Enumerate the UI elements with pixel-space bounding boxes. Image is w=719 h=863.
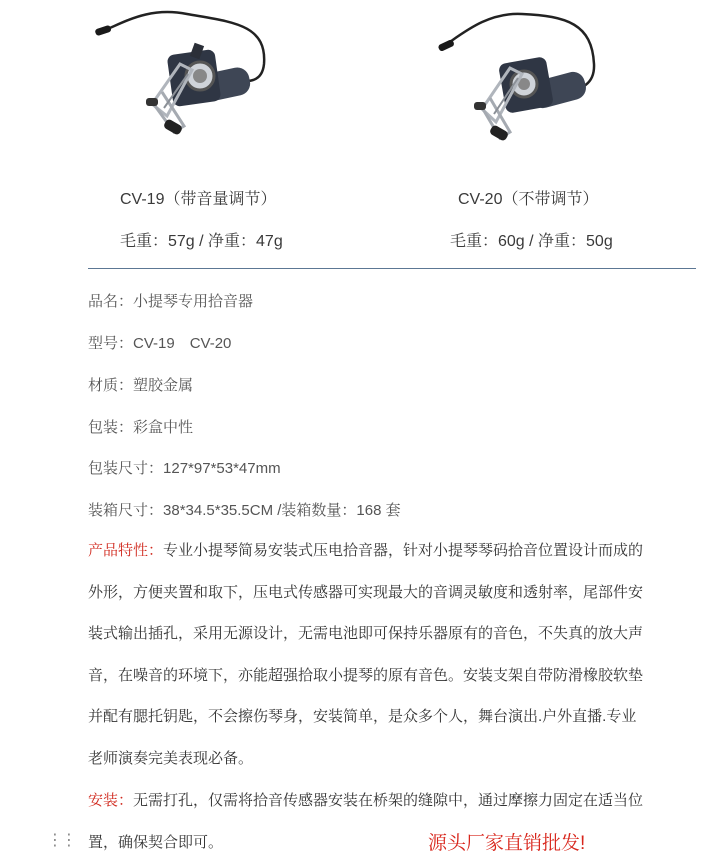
product-weight-cv19: 毛重：57g / 净重：47g — [120, 233, 283, 250]
product-weight-cv20: 毛重：60g / 净重：50g — [450, 233, 613, 250]
spec-row-name: 品名：小提琴专用拾音器 — [88, 293, 254, 310]
spec-row-carton-size: 装箱尺寸：38*34.5*35.5CM /装箱数量：168 套 — [88, 502, 401, 519]
features-label: 产品特性： — [88, 542, 164, 559]
product-image-cv20 — [432, 4, 622, 154]
features-text: 专业小提琴简易安装式压电拾音器，针对小提琴琴码拾音位置设计而成的外形，方便夹置和取下，压电式传感器可实现最大的音调灵敏度和透射率，尾部件安装式输出插孔，采用无源设计，无需电池即可保持乐器原有的音色，不失真的放大声音，在噪音的环境下，亦能超强拾取小提琴的原有音色。安装支架自带防滑橡胶软垫并配有腮托钥匙，不会擦伤琴身，安装简单，是众多个人，舞台演出.户外直播.专业老师演奏完美表现必备。 — [88, 542, 644, 767]
product-name-cv19: CV-19（带音量调节） — [120, 191, 277, 208]
spec-row-packaging: 包装：彩盒中性 — [88, 419, 194, 436]
install-text: 无需打孔，仅需将拾音传感器安装在桥架的缝隙中，通过摩擦力固定在适当位置，确保契合即可。 — [88, 792, 644, 851]
drag-handle-icon[interactable]: ⋮⋮ — [47, 832, 75, 849]
product-image-cv19 — [92, 4, 282, 154]
section-divider — [88, 268, 696, 269]
install-label: 安装： — [88, 792, 134, 809]
promo-text: 源头厂家直销批发! — [428, 833, 586, 854]
spec-row-package-size: 包装尺寸：127*97*53*47mm — [88, 460, 281, 477]
spec-row-material: 材质：塑胶金属 — [88, 377, 194, 394]
spec-row-model: 型号：CV-19 CV-20 — [88, 335, 232, 352]
features-paragraph — [88, 530, 648, 779]
product-name-cv20: CV-20（不带调节） — [458, 191, 599, 208]
